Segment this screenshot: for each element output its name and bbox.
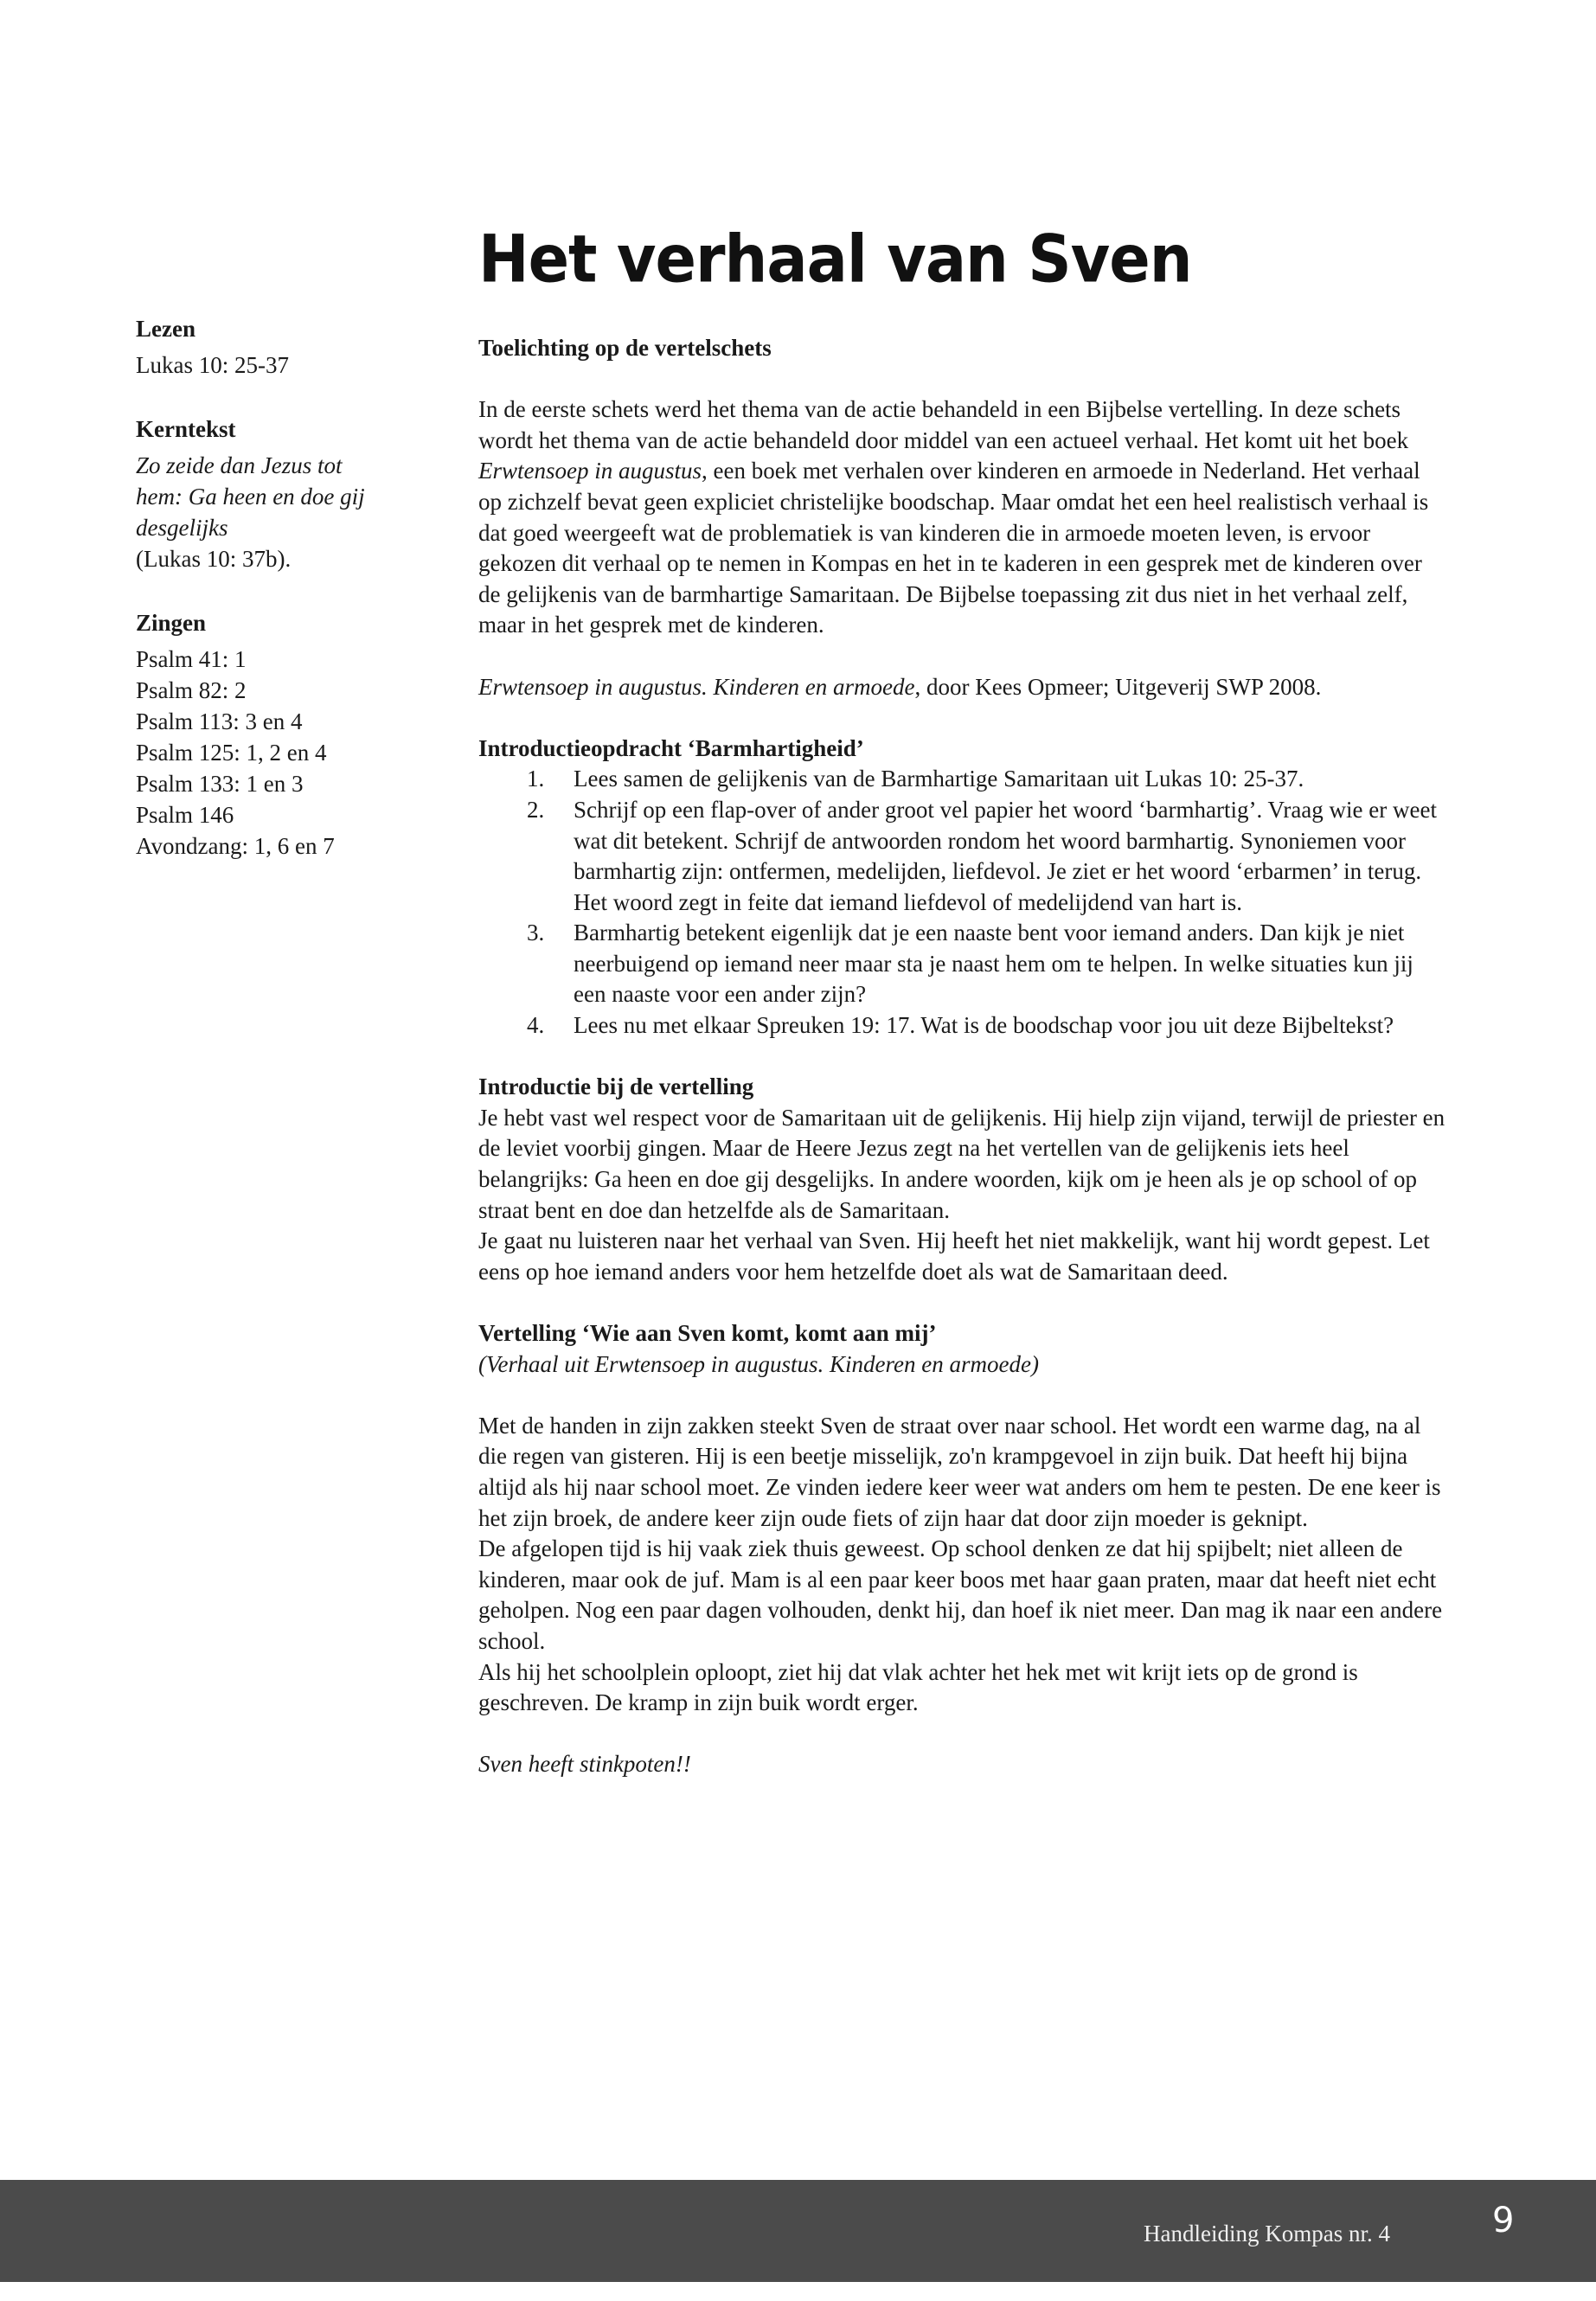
introductie-paragraph: Je hebt vast wel respect voor de Samaritaan uit de gelijkenis. Hij hielp zijn vijand, terwijl de priester en de leviet voorbij gingen. Maar de Heere Jezus zegt na het vertellen van de gelijkenis iets heel belangrijks: Ga heen en doe gij desgelijks. In andere woorden, kijk om je heen als je op school of op straat bent en doe dan hetzelfde als de Samaritaan. xyxy=(478,1104,1445,1223)
step-text: Lees nu met elkaar Spreuken 19: 17. Wat is de boodschap voor jou uit deze Bijbeltekst? xyxy=(574,1012,1394,1039)
zingen-heading: Zingen xyxy=(136,610,207,636)
zingen-item: Psalm 146 xyxy=(136,802,234,828)
lezen-heading: Lezen xyxy=(136,316,195,342)
kerntekst-line: desgelijks xyxy=(136,515,228,541)
footer-publication: Handleiding Kompas nr. 4 xyxy=(1144,2221,1390,2247)
zingen-item: Psalm 113: 3 en 4 xyxy=(136,708,303,734)
kerntekst-block xyxy=(136,450,447,574)
sidebar xyxy=(136,313,447,862)
list-item xyxy=(478,918,1447,1010)
page-title: Het verhaal van Sven xyxy=(478,221,1192,298)
footer-bar xyxy=(0,2180,1596,2282)
main-content xyxy=(478,333,1447,1780)
list-item xyxy=(478,795,1447,918)
toelichting-paragraph xyxy=(478,394,1447,641)
story-paragraph: Als hij het schoolplein oploopt, ziet hij dat vlak achter het hek met wit krijt iets op de grond is geschreven. De kramp in zijn buik wordt erger. xyxy=(478,1658,1358,1716)
step-number: 3. xyxy=(527,920,545,946)
step-text: Lees samen de gelijkenis van de Barmhartige Samaritaan uit Lukas 10: 25-37. xyxy=(574,766,1304,792)
step-number: 4. xyxy=(527,1012,545,1039)
source-title: Erwtensoep in augustus. Kinderen en armoede xyxy=(478,673,915,700)
story-quote: Sven heeft stinkpoten!! xyxy=(478,1751,691,1778)
kerntekst-heading: Kerntekst xyxy=(136,416,236,442)
introductie-paragraph: Je gaat nu luisteren naar het verhaal van Sven. Hij heeft het niet makkelijk, want hij wordt gepest. Let eens op hoe iemand anders voor hem hetzelfde doet als wat de Samaritaan deed. xyxy=(478,1227,1430,1285)
zingen-list xyxy=(136,644,447,862)
source-reference xyxy=(478,672,1447,703)
zingen-item: Avondzang: 1, 6 en 7 xyxy=(136,833,335,859)
source-rest: , door Kees Opmeer; Uitgeverij SWP 2008. xyxy=(914,673,1322,700)
toelichting-text-a: In de eerste schets werd het thema van de actie behandeld in een Bijbelse vertelling. In deze schets wordt het thema van de actie behandeld door middel van een actueel verhaal. Het komt uit het boek xyxy=(478,396,1409,453)
list-item xyxy=(478,764,1447,795)
zingen-item: Psalm 133: 1 en 3 xyxy=(136,771,304,797)
kerntekst-ref: (Lukas 10: 37b). xyxy=(136,546,292,572)
introductie-heading: Introductie bij de vertelling xyxy=(478,1074,754,1100)
zingen-item: Psalm 41: 1 xyxy=(136,646,247,672)
steps-list xyxy=(478,764,1447,1041)
zingen-item: Psalm 82: 2 xyxy=(136,677,247,703)
lezen-text: Lukas 10: 25-37 xyxy=(136,352,289,378)
zingen-item: Psalm 125: 1, 2 en 4 xyxy=(136,740,327,766)
step-number: 2. xyxy=(527,796,545,823)
story-paragraph: De afgelopen tijd is hij vaak ziek thuis geweest. Op school denken ze dat hij spijbelt; niet alleen de kinderen, maar ook de juf. Mam is al een paar keer boos met haar gaan praten, maar dat heeft niet echt geholpen. Nog een paar dagen volhouden, denkt hij, dan hoef ik niet meer. Dan mag ik naar een andere school. xyxy=(478,1535,1443,1654)
step-number: 1. xyxy=(527,766,545,792)
kerntekst-line: Zo zeide dan Jezus tot xyxy=(136,452,343,478)
step-text: Schrijf op een flap-over of ander groot vel papier het woord ‘barmhartig’. Vraag wie er weet wat dit betekent. Schrijf de antwoorden rondom het woord barmhartig. Synoniemen voor barmhartig zijn: ontfermen, medelijden, liefdevol. Je ziet er het woord ‘erbarmen’ in terug. Het woord zegt in feite dat iemand liefdevol of medelijdend van hart is. xyxy=(574,796,1437,915)
list-item xyxy=(478,1010,1447,1042)
introductieopdracht-heading: Introductieopdracht ‘Barmhartigheid’ xyxy=(478,734,864,761)
toelichting-heading: Toelichting op de vertelschets xyxy=(478,335,772,361)
kerntekst-line: hem: Ga heen en doe gij xyxy=(136,484,365,510)
page-number: 9 xyxy=(1492,2201,1515,2240)
book-title: Erwtensoep in augustus xyxy=(478,458,702,484)
story-paragraph: Met de handen in zijn zakken steekt Sven de straat over naar school. Het wordt een warme dag, na al die regen van gisteren. Hij is een beetje misselijk, zo'n krampgevoel in zijn buik. Dat heeft hij bijna altijd als hij naar school moet. Ze vinden iedere keer weer wat anders om hem te pesten. De ene keer is het zijn broek, de andere keer zijn oude fiets of zijn haar dat door zijn moeder is geknipt. xyxy=(478,1412,1441,1531)
vertelling-subheading: (Verhaal uit Erwtensoep in augustus. Kinderen en armoede) xyxy=(478,1350,1039,1377)
step-text: Barmhartig betekent eigenlijk dat je een naaste bent voor iemand anders. Dan kijk je niet neerbuigend op iemand neer maar sta je naast hem om te helpen. In welke situaties kun jij een naaste voor een ander zijn? xyxy=(574,920,1413,1008)
toelichting-text-b: , een boek met verhalen over kinderen en armoede in Nederland. Het verhaal op zichzelf bevat geen expliciet christelijke boodschap. Maar omdat het een heel realistisch verhaal is dat goed weergeeft wat de problematiek is van kinderen die in armoede moeten leven, is ervoor gekozen dit verhaal op te nemen in Kompas en het in te kaderen in een gesprek met de kinderen over de gelijkenis van de barmhartige Samaritaan. De Bijbelse toepassing zit dus niet in het verhaal zelf, maar in het gesprek met de kinderen. xyxy=(478,458,1429,638)
vertelling-heading: Vertelling ‘Wie aan Sven komt, komt aan mij’ xyxy=(478,1320,937,1346)
